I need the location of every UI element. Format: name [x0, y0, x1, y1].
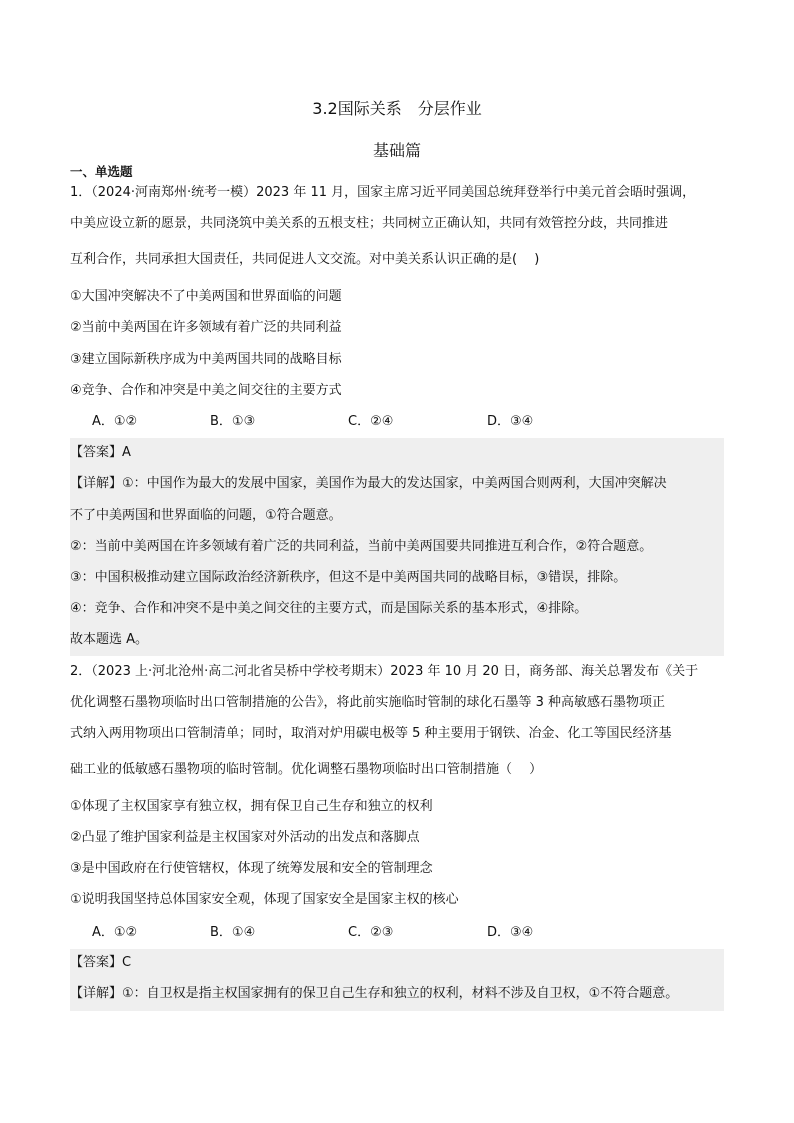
- q2-option-b: B．①④: [210, 925, 256, 940]
- q1-stem-line: 中美应设立新的愿景，共同浇筑中美关系的五根支柱；共同树立正确认知，共同有效管控分歧，共同推进: [70, 216, 669, 231]
- q2-stem-line: 优化调整石墨物项临时出口管制措施的公告》，将此前实施临时管制的球化石墨等 3 种高敏感石墨物项正: [70, 695, 666, 710]
- q1-analysis-line: 不了中美两国和世界面临的问题，①符合题意。: [70, 508, 342, 523]
- q2-statement: ①说明我国坚持总体国家安全观，体现了国家安全是国家主权的核心: [70, 892, 459, 907]
- q1-analysis-line: 【详解】①：中国作为最大的发展中国家，美国作为最大的发达国家，中美两国合则两利，大国冲突解决: [70, 476, 667, 491]
- q1-statement: ③建立国际新秩序成为中美两国共同的战略目标: [70, 352, 342, 367]
- q2-answer: 【答案】C: [70, 955, 132, 970]
- q1-analysis-line: ③：中国积极推动建立国际政治经济新秩序，但这不是中美两国共同的战略目标，③错误，排除。: [70, 570, 627, 585]
- q1-answer: 【答案】A: [70, 445, 131, 460]
- q2-option-c: C．②③: [348, 925, 394, 940]
- q1-stem-line: 1．（2024·河南郑州·统考一模）2023 年 11 月，国家主席习近平同美国总统拜登举行中美元首会晤时强调，: [70, 185, 696, 200]
- q2-option-a: A．①②: [92, 925, 138, 940]
- q2-stem-line: 2．（2023 上·河北沧州·高二河北省吴桥中学校考期末）2023 年 10 月 20 日，商务部、海关总署发布《关于: [70, 664, 699, 679]
- q1-analysis-line: ②：当前中美两国在许多领域有着广泛的共同利益，当前中美两国要共同推进互利合作，②符合题意。: [70, 539, 653, 554]
- q2-option-d: D．③④: [487, 925, 534, 940]
- q1-analysis-line: ④：竞争、合作和冲突不是中美之间交往的主要方式，而是国际关系的基本形式，④排除。: [70, 601, 588, 616]
- q1-option-d: D．③④: [487, 414, 534, 429]
- q2-statement: ③是中国政府在行使管辖权，体现了统筹发展和安全的管制理念: [70, 861, 433, 876]
- q1-option-c: C．②④: [348, 414, 394, 429]
- page-title: 3.2国际关系 分层作业: [312, 99, 482, 118]
- q1-statement: ④竞争、合作和冲突是中美之间交往的主要方式: [70, 383, 342, 398]
- q1-option-b: B．①③: [210, 414, 256, 429]
- q1-statement: ②当前中美两国在许多领域有着广泛的共同利益: [70, 320, 342, 335]
- q1-analysis-line: 故本题选 A。: [70, 632, 149, 647]
- q2-stem-line: 础工业的低敏感石墨物项的临时管制。优化调整石墨物项临时出口管制措施（ ）: [70, 762, 543, 777]
- q1-option-a: A．①②: [92, 414, 138, 429]
- q2-statement: ②凸显了维护国家利益是主权国家对外活动的出发点和落脚点: [70, 830, 420, 845]
- section-heading: 一、单选题: [70, 164, 133, 179]
- q1-statement: ①大国冲突解决不了中美两国和世界面临的问题: [70, 289, 342, 304]
- q1-stem-line: 互利合作，共同承担大国责任，共同促进人文交流。对中美关系认识正确的是( ): [70, 252, 540, 267]
- q2-stem-line: 式纳入两用物项出口管制清单；同时，取消对炉用碳电极等 5 种主要用于钢铁、冶金、化工等国民经济基: [70, 726, 672, 741]
- q2-analysis-line: 【详解】①：自卫权是指主权国家拥有的保卫自己生存和独立的权利，材料不涉及自卫权，①不符合题意。: [70, 986, 679, 1001]
- page-subtitle: 基础篇: [372, 141, 421, 160]
- q2-statement: ①体现了主权国家享有独立权，拥有保卫自己生存和独立的权利: [70, 799, 433, 814]
